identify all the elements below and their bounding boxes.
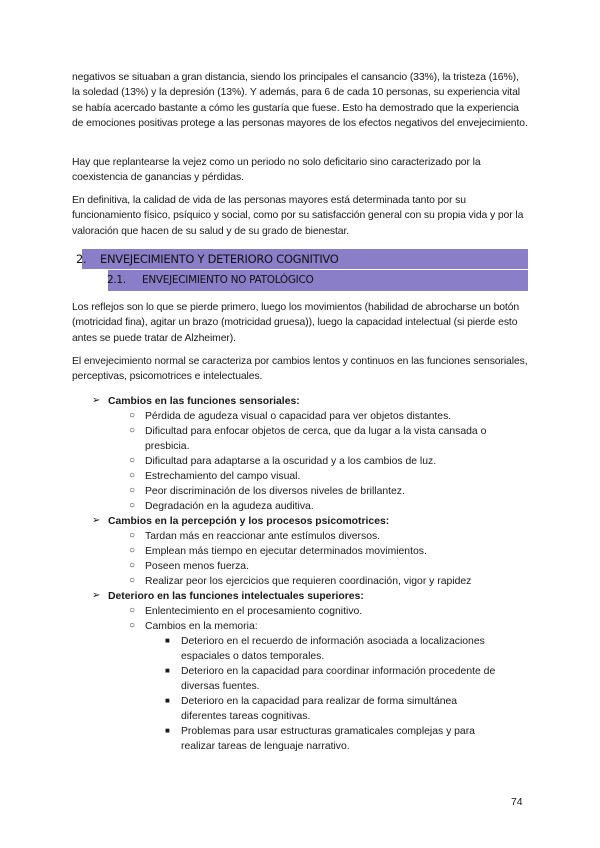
- section-title: ENVEJECIMIENTO Y DETERIORO COGNITIVO: [100, 252, 339, 266]
- circle-bullet-icon: ○: [129, 560, 136, 571]
- list-item: Realizar peor los ejercicios que requieren coordinación, vigor y rapidez: [145, 576, 472, 587]
- subsection-number: 2.1.: [107, 274, 126, 286]
- list-item: Poseen menos fuerza.: [145, 561, 249, 572]
- list-item: Degradación en la agudeza auditiva.: [145, 501, 314, 512]
- list-subitem: Deterioro en el recuerdo de información asociada a localizaciones: [181, 636, 485, 647]
- list-subitem-continuation: diferentes tareas cognitivas.: [181, 711, 311, 722]
- subsection-title: ENVEJECIMIENTO NO PATOLÓGICO: [142, 274, 314, 286]
- list-subitem: Problemas para usar estructuras gramaticales complejas y para: [181, 726, 475, 737]
- circle-bullet-icon: ○: [129, 605, 136, 616]
- paragraph-3: En definitiva, la calidad de vida de las personas mayores está determinada tanto por su funcionamiento físico, psíquico y social, como por su satisfacción general con su propia vida y por la valoración que hacen de su salud y de su grado de bienestar.: [72, 195, 524, 237]
- circle-bullet-icon: ○: [129, 500, 136, 511]
- list-subitem-continuation: espaciales o datos temporales.: [181, 651, 325, 662]
- page-number: 74: [511, 797, 523, 808]
- list-item: Estrechamiento del campo visual.: [145, 471, 301, 482]
- list-group-title: Deterioro en las funciones intelectuales superiores:: [108, 591, 364, 602]
- circle-bullet-icon: ○: [129, 410, 136, 421]
- list-subitem-continuation: diversas fuentes.: [181, 681, 260, 692]
- list-item: Pérdida de agudeza visual o capacidad para ver objetos distantes.: [145, 411, 452, 422]
- circle-bullet-icon: ○: [129, 575, 136, 586]
- list-subitem-continuation: realizar tareas de lenguaje narrativo.: [181, 741, 350, 752]
- list-item: Tardan más en reaccionar ante estímulos diversos.: [145, 531, 381, 542]
- list-group-title: Cambios en las funciones sensoriales:: [108, 396, 300, 407]
- square-bullet-icon: ■: [165, 726, 170, 735]
- circle-bullet-icon: ○: [129, 455, 136, 466]
- list-item-continuation: presbicia.: [145, 441, 190, 452]
- section-heading-2: [76, 249, 528, 269]
- list-item: Dificultad para enfocar objetos de cerca, que da lugar a la vista cansada o: [145, 426, 487, 437]
- circle-bullet-icon: ○: [129, 620, 136, 631]
- circle-bullet-icon: ○: [129, 470, 136, 481]
- paragraph-2: Hay que replantearse la vejez como un periodo no solo deficitario sino caracterizado por la coexistencia de ganancias y pérdidas.: [72, 157, 481, 184]
- circle-bullet-icon: ○: [129, 485, 136, 496]
- circle-bullet-icon: ○: [129, 425, 136, 436]
- list-subitem: Deterioro en la capacidad para realizar de forma simultánea: [181, 696, 458, 707]
- list-item: Emplean más tiempo en ejecutar determinados movimientos.: [145, 546, 427, 557]
- square-bullet-icon: ■: [165, 696, 170, 705]
- section-number: 2.: [76, 252, 87, 266]
- subsection-heading-2-1: [108, 270, 528, 291]
- paragraph-4: Los reflejos son lo que se pierde primero, luego los movimientos (habilidad de abrocharse un botón (motricidad fina), agitar un brazo (motricidad gruesa)), luego la capacidad intelectual (si pierde esto antes se puede tratar de Alzheimer).: [72, 302, 520, 344]
- list-item: Cambios en la memoria:: [145, 621, 258, 632]
- arrow-bullet-icon: ➢: [92, 515, 101, 526]
- list-subitem: Deterioro en la capacidad para coordinar información procedente de: [181, 666, 496, 677]
- circle-bullet-icon: ○: [129, 530, 136, 541]
- list-item: Enlentecimiento en el procesamiento cognitivo.: [145, 606, 363, 617]
- circle-bullet-icon: ○: [129, 545, 136, 556]
- arrow-bullet-icon: ➢: [92, 590, 101, 601]
- paragraph-1: negativos se situaban a gran distancia, siendo los principales el cansancio (33%), la tristeza (16%), la soledad (13%) y la depresión (13%). Y además, para 6 de cada 10 personas, su experiencia vital se había acercado bastante a cómo les gustaría que fuese. Esto ha demostrado que la experiencia de emociones positivas protege a las personas mayores de los efectos negativos del envejecimiento.: [72, 72, 528, 129]
- list-item: Peor discriminación de los diversos niveles de brillantez.: [145, 486, 405, 497]
- square-bullet-icon: ■: [165, 666, 170, 675]
- list-group-title: Cambios en la percepción y los procesos psicomotrices:: [108, 516, 390, 527]
- arrow-bullet-icon: ➢: [92, 395, 101, 406]
- list-item: Dificultad para adaptarse a la oscuridad y a los cambios de luz.: [145, 456, 437, 467]
- paragraph-5: El envejecimiento normal se caracteriza por cambios lentos y continuos en las funciones sensoriales, perceptivas, psicomotrices e intelectuales.: [72, 356, 528, 383]
- square-bullet-icon: ■: [165, 636, 170, 645]
